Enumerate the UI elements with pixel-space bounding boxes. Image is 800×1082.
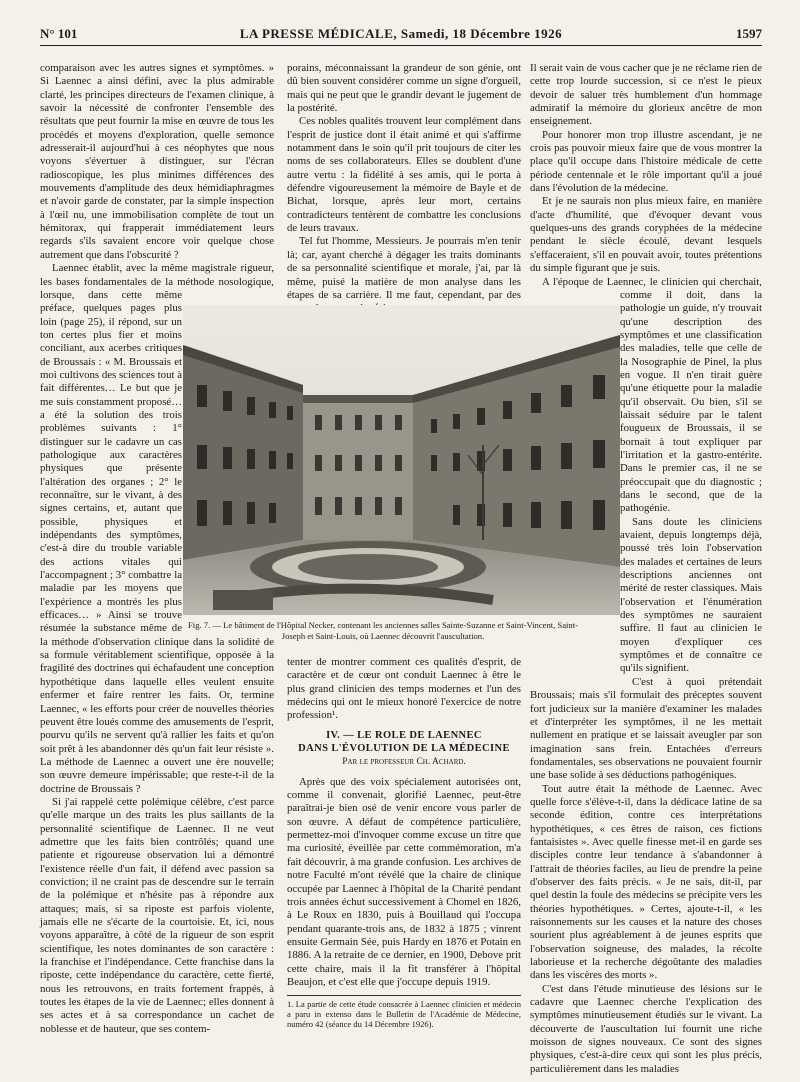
- footnote: 1. La partie de cette étude consacrée à Laennec clinicien et médecin a paru in extenso dans le Bulletin de l'Académie de Médecine, numéro 42 (séance du 14 Décembre 1926).: [287, 995, 521, 1029]
- paragraph: Il serait vain de vous cacher que je ne réclame rien de cette trop lourde succession, si ce n'est le pieux devoir de saluer très humblement d'un hommage admiratif la mémoire du glorieux ancêtre de mon enseignement.: [530, 62, 762, 128]
- paragraph: Après que des voix spécialement autorisées ont, comme il convenait, glorifié Laennec, peut-être paraîtrai-je bien osé de venir encore vous parler de son œuvre. A défaut de compétence particulière, permettez-moi d'invoquer comme excuse un titre que ma curiosité, éveillée par cette commémoration, m'a fait découvrir, à ma grande confusion. Les archives de notre Faculté m'ont révélé que la chaire de clinique occupée par Laennec à l'hôpital de la Charité pendant trois années échut successivement à Chomel en 1826, à Le Roux en 1830, puis à Bouillaud qui l'occupa pendant quarante-trois ans, de 1832 à 1875 ; vinrent ensuite Germain Sée, puis Hardy en 1876 et Potain en 1886. A la retraite de ce dernier, en 1900, Debove prit cette chaire, mais il la fit transférer à l'hôpital Beaujon, et c'est elle que j'occupe depuis 1919.: [287, 775, 522, 988]
- paragraph: comparaison avec les autres signes et symptômes. » Si Laennec a ainsi défini, avec la plus admirable clarté, les principes directeurs de l'examen clinique, à savoir la nécessité de confronter l'ensemble des résultats que peut fournir la mise en œuvre de tous les procédés et moyens d'exploration, quelle semonce adresserait-il aujourd'hui à ces néophytes que nous voyons s'évertuer à distinguer, sur l'écran radioscopique, les plus minimes différences des mouvements d'amplitude des deux hémidiaphragmes et n'avoir garde de constater, par la simple inspection à l'œil nu, une immobilisation complète de tout un hémitorax, qui frapperait immédiatement leurs regards s'ils savaient encore voir quelque chose autrement que dans l'obscurité ?: [40, 62, 274, 261]
- column-2-top: [287, 62, 521, 300]
- header-rule: [40, 45, 762, 46]
- section-heading-line-2: DANS L'ÉVOLUTION DE LA MÉDECINE: [298, 743, 510, 755]
- figure-caption: Fig. 7. — Le bâtiment de l'Hôpital Necker, contenant les anciennes salles Sainte-Suzanne et Saint-Vincent, Saint-Joseph et Saint-Louis, où Laennec découvrit l'auscultation.: [188, 620, 578, 641]
- paragraph: Si j'ai rappelé cette polémique célèbre, c'est parce qu'elle marque un des traits les plus saillants de la personnalité scientifique de Laennec. Il ne veut admettre que les faits bien contrôlés; quand une patiente et rigoureuse observation lui a démontré l'existence réelle d'un fait, il défend avec passion sa conviction; il ne craint pas de descendre sur le terrain de la polémique et n'hésite pas à répondre aux attaques; mais, si sa riposte est parfois violente, jamais elle ne s'écarte de la courtoisie. Et, ici, nous voyons apparaître, à côté de la rigueur de son esprit scientifique, les notes dominantes de son caractère : la franchise et l'indépendance. Cette franchise dans la riposte, cette indépendance du caractère, cette fierté, nous les retrouvons, en traits fortement frappés, à toutes les étapes de la vie de Laennec; elles donnent à ses actes et à sa correspondance un cachet de noblesse et de hauteur, que ses contem-: [40, 795, 274, 1035]
- section-heading-line-1: IV. — LE ROLE DE LAENNEC: [326, 729, 482, 741]
- paragraph: Sans doute les cliniciens avaient, depuis longtemps déjà, poussé très loin l'observation des malades et certaines de leurs descriptions anciennes ont mérité de rester classiques. Mais l'observation et l'énumération des symptômes ne sauraient suffire. Il faut au clinicien le moyen d'expliquer ces symptômes et de connaître ce qu'ils signifient.: [620, 515, 762, 675]
- page-header: [40, 26, 762, 44]
- paragraph: Tout autre était la méthode de Laennec. Avec quelle force s'élève-t-il, dans la dédicace latine de sa seconde édition, contre ces interprétations hypothétiques, « ces êtres de raison, ces fictions fantaisistes ». Avec quelle finesse met-il en garde ses disciples contre leur tendance à s'abandonner à l'attrait de théories faciles, au lieu de prendre la peine d'observer des faits précis. « Je ne sais, dit-il, par quel destin la foule des médecins se précipite vers les théories hypothétiques. » Certes, ajoute-t-il, « les raisonnements sur les causes et la nature des choses sourient plus agréablement à de jeunes esprits que l'observation soigneuse, des malades, la récolte laborieuse et la recherche dégoûtante des maladies dans les viscères des morts ».: [530, 782, 762, 982]
- paragraph: Pour honorer mon trop illustre ascendant, je ne crois pas pouvoir mieux faire que de vous montrer la place qu'il occupe dans l'histoire médicale de cette période centennale et le rôle important qu'il a joué dans l'évolution de la médecine.: [530, 128, 762, 195]
- page-number: 1597: [736, 26, 762, 41]
- paragraph: Laennec établit, avec la même magistrale rigueur, les bases fondamentales de la méthode nosologique, lorsque, dans cette même préface, quelques pages plus loin (page 25), il répond, sur un ton certes plus fier et moins conciliant, aux acerbes critiques de Broussais : « M. Broussais et moi cultivons des sciences tout à fait différentes… Le but que je me suis constamment proposé… a été la solution des trois problèmes suivants : 1° distinguer sur le cadavre un cas pathologique aux caractères physiques que présente l'altération des organes ; 2° le reconnaître, sur le vivant, à des signes certains, et, autant que possible, physiques et indépendants des symptômes, c'est-à dire du trouble variable des actions vitales qui l'accompagnent ; 3° combattre la maladie par les moyens que l'expérience a montrés les plus efficaces… » Ainsi se trouve résumée la substance même de la méthode d'observation clinique dans la solidité de sa formule véritablement scientifique, opposée à la fragilité des doctrines qui échafaudent une conception hypothétique dans laquelle elles veulent ensuite enfermer et faire rentrer les faits. Or, termine Laennec, « les efforts pour créer de nouvelles théories peuvent être loués comme des amusements de l'esprit, pourvu qu'ils ne servent qu'à rallier les faits et qu'on soit prêt à les abandonner dès qu'un fait leur résiste ». La méthode de Laennec a ouvert une ère nouvelle; son œuvre demeure impérissable; que reste-t-il de la doctrine de Broussais ?: [40, 262, 274, 795]
- journal-title: LA PRESSE MÉDICALE, Samedi, 18 Décembre 1926: [239, 26, 563, 41]
- paragraph: Et je ne saurais non plus mieux faire, en manière d'acte d'humilité, que d'évoquer devant vous quelques-uns des grands coryphées de la médecine pendant le siècle écoulé, devant lesquels s'effaceraient, s'il en pouvait avoir, toutes prétentions du simple figurant que je suis.: [530, 195, 762, 275]
- hospital-photo: [183, 305, 620, 615]
- paragraph: C'est à quoi prétendait Broussais; mais s'il formulait des préceptes souvent fort judicieux sur la manière d'examiner les malades et d'interpréter les symptômes, il ne les mettait nullement en pratique et se laissait aveugler par son imagination sans frein. Entachées d'erreurs fondamentales, ses observations ne pouvaient fournir une base solide à ses déductions pathogéniques.: [530, 675, 762, 782]
- author-byline: Par le professeur Ch. Achard.: [342, 757, 466, 768]
- paragraph: Tel fut l'homme, Messieurs. Je pourrais m'en tenir là; car, ayant cherché à dégager les traits dominants de sa personnalité scientifique et morale, j'ai, par là même, puisé la matière de mon analyse dans les étapes de sa carrière. Il me faut, cependant, par des: [287, 235, 521, 301]
- paragraph: A l'époque de Laennec, le clinicien qui cherchait, comme il doit, dans la pathologie un guide, n'y trouvait qu'une description des symptômes et une classification des maladies, telle que celle de la Nosographie de Pinel, la plus en vogue. Il n'en tirait guère qu'une étiquette pour la maladie qu'il observait. Ou bien, s'il se laissait séduire par le talent fougueux de Broussais, il se bornait à tout expliquer par l'irritation et la gastro-entérite. Dans le premier cas, il ne se préoccupait que du diagnostic ; dans le second, que de la pathogénie.: [542, 275, 762, 515]
- paragraph: C'est dans l'étude minutieuse des lésions sur le cadavre que Laennec cherche l'explication des symptômes minutieusement étudiés sur le vivant. La découverte de l'auscultation lui fournit une riche moisson de signes nouveaux. Ce sont des signes physiques, c'est-à-dire ceux qui sont les plus précis, particulièrement dans les maladies: [530, 982, 762, 1075]
- paragraph: Ces nobles qualités trouvent leur complément dans l'esprit de justice dont il était animé et qui s'affirme notamment dans le soin qu'il prit toujours de citer les noms de ses collaborateurs. Elles se doublent d'une autre vertu : la fidélité à ses amis, qui le porta à défendre vigoureusement la mémoire de Bayle et de Bichat, lorsque, après leur mort, certains contradicteurs tentèrent de combattre les conclusions de leurs travaux.: [287, 115, 521, 235]
- paragraph: porains, méconnaissant la grandeur de son génie, ont dû bien souvent considérer comme un signe d'orgueil, mais qui ne peut que le grandir devant le jugement de la postérité.: [287, 62, 521, 115]
- paragraph: tenter de montrer comment ces qualités d'esprit, de caractère et de cœur ont conduit Laennec à être le plus grand clinicien des temps modernes et l'un des médecins qui ont le mieux honoré l'exercice de notre profession¹.: [287, 656, 521, 722]
- column-2-bottom: [287, 656, 521, 1076]
- issue-number: N° 101: [40, 26, 78, 41]
- section-heading: [287, 729, 521, 756]
